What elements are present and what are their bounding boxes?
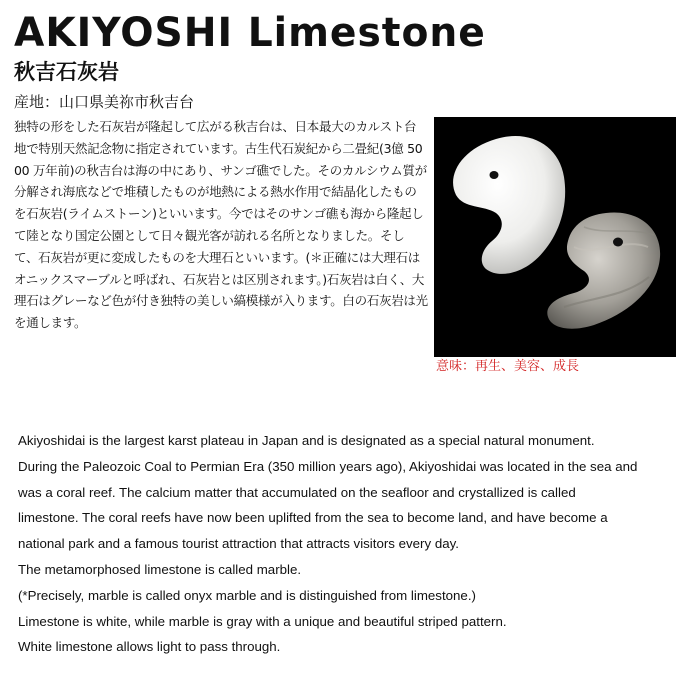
english-line: (*Precisely, marble is called onyx marble and is distinguished from limestone.) bbox=[18, 587, 476, 603]
english-line: During the Paleozoic Coal to Permian Era (350 million years ago), Akiyoshidai was located in the sea and bbox=[18, 458, 638, 474]
description-english bbox=[18, 428, 698, 660]
english-line: Limestone is white, while marble is gray with a unique and beautiful striped pattern. bbox=[18, 613, 507, 629]
magatama-stones-image bbox=[434, 117, 676, 357]
english-line: The metamorphosed limestone is called marble. bbox=[18, 561, 302, 577]
page-subtitle: 秋吉石灰岩 bbox=[14, 60, 119, 84]
english-line: White limestone allows light to pass through. bbox=[18, 639, 281, 655]
page-title: AKIYOSHI Limestone bbox=[14, 10, 486, 56]
english-line: was a coral reef. The calcium matter that accumulated on the seafloor and crystallized is called bbox=[18, 484, 576, 500]
english-line: Akiyoshidai is the largest karst plateau in Japan and is designated as a special natural monument. bbox=[18, 433, 595, 448]
meaning-label: 意味：再生、美容、成長 bbox=[436, 359, 580, 374]
english-line: limestone. The coral reefs have now been uplifted from the sea to become land, and have become a bbox=[18, 510, 608, 526]
product-photo bbox=[434, 117, 676, 357]
english-line: national park and a famous tourist attraction that attracts visitors every day. bbox=[18, 536, 459, 552]
origin-label: 産地：山口県美祢市秋吉台 bbox=[14, 93, 195, 111]
description-japanese: 独特の形をした石灰岩が隆起して広がる秋吉台は、日本最大のカルスト台地で特別天然記念物に指定されています。古生代石炭紀から二畳紀(3億 5000 万年前)の秋吉台は海の中にあり、サンゴ礁でした。そのカルシウム質が分解され海底などで堆積したものが地熱による熱水作用で結晶化したものを石灰岩(ライムストーン)といいます。今ではそのサンゴ礁も海から隆起して陸となり国定公園として日々観光客が訪れる名所となりました。そして、石灰岩が更に変成したものを大理石といいます。(＊正確には大理石はオニックスマーブルと呼ばれ、石灰岩とは区別されます。)石灰岩は白く、大理石はグレーなど色が付き独特の美しい縞模様が入ります。白の石灰岩は光を通します。 bbox=[14, 119, 428, 331]
